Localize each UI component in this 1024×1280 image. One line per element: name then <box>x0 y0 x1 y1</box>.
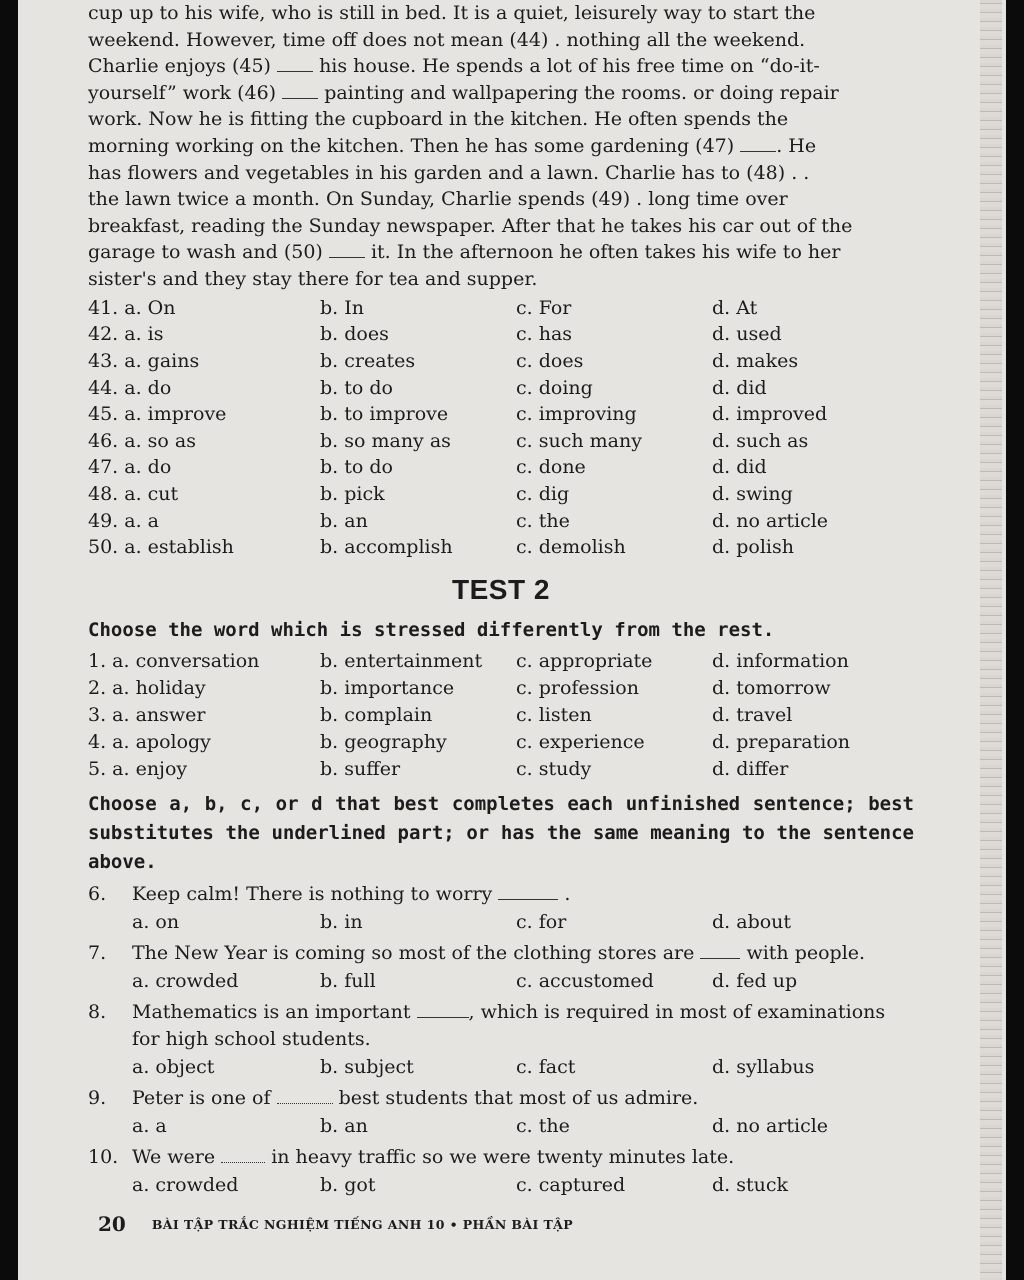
stress-items <box>88 647 914 782</box>
question-8: 8. Mathematics is an important , which is required in most of examinations for high school students. a. object b. subject c. fact d. syllabus <box>88 1001 886 1079</box>
passage-line: cup up to his wife, who is still in bed. It is a quiet, leisurely way to start the <box>88 2 816 24</box>
option-row: 47. a. do b. to do c. done d. did <box>88 456 767 479</box>
question-6: 6. Keep calm! There is nothing to worry . a. on b. in c. for d. about <box>88 883 792 934</box>
answer-blank <box>329 243 365 258</box>
answer-blank <box>498 885 558 900</box>
page-number: 20 <box>98 1212 126 1236</box>
stress-row: 2. a. holiday b. importance c. profession d. tomorrow <box>88 676 831 699</box>
stress-row: 1. a. conversation b. entertainment c. appropriate d. information <box>88 649 849 672</box>
page-footer <box>98 1212 573 1236</box>
answer-blank <box>700 944 740 959</box>
option-row: 42. a. is b. does c. has d. used <box>88 323 782 346</box>
passage-line: morning working on the kitchen. Then he has some gardening (47) . He <box>88 134 817 157</box>
reading-passage <box>88 0 914 293</box>
page-content <box>88 0 914 1199</box>
stress-row: 5. a. enjoy b. suffer c. study d. differ <box>88 757 789 780</box>
question-9: 9. Peter is one of best students that most of us admire. a. a b. an c. the d. no article <box>88 1087 829 1138</box>
option-row: 49. a. a b. an c. the d. no article <box>88 509 829 532</box>
answer-blank <box>277 1089 333 1104</box>
page-binding-edge <box>980 0 1002 1280</box>
option-row: 46. a. so as b. so many as c. such many d. such as <box>88 429 809 452</box>
question-7: 7. The New Year is coming so most of the clothing stores are with people. a. crowded b. full c. accustomed d. fed up <box>88 942 866 993</box>
passage-line: Charlie enjoys (45) his house. He spends a lot of his free time on “do-it- <box>88 55 820 78</box>
option-row: 48. a. cut b. pick c. dig d. swing <box>88 482 793 505</box>
option-row: 45. a. improve b. to improve c. improving d. improved <box>88 403 828 426</box>
passage-line: work. Now he is fitting the cupboard in the kitchen. He often spends the <box>88 108 789 131</box>
passage-line: yourself” work (46) painting and wallpapering the rooms. or doing repair <box>88 81 839 104</box>
option-row: 50. a. establish b. accomplish c. demolish d. polish <box>88 536 794 559</box>
book-title: BÀI TẬP TRẮC NGHIỆM TIẾNG ANH 10 • PHẦN BÀI TẬP <box>151 1216 574 1232</box>
answer-blank <box>282 84 318 99</box>
passage-line: sister's and they stay there for tea and supper. <box>88 267 538 290</box>
stress-row: 4. a. apology b. geography c. experience d. preparation <box>88 730 851 753</box>
passage-line: weekend. However, time off does not mean (44) . nothing all the weekend. <box>88 28 806 51</box>
option-row: 43. a. gains b. creates c. does d. makes <box>88 350 799 373</box>
passage-line: the lawn twice a month. On Sunday, Charlie spends (49) . long time over <box>88 188 788 211</box>
stress-row: 3. a. answer b. complain c. listen d. travel <box>88 703 793 726</box>
option-row: 44. a. do b. to do c. doing d. did <box>88 376 767 399</box>
answer-blank <box>740 137 776 152</box>
answer-blank <box>277 57 313 72</box>
passage-line: breakfast, reading the Sunday newspaper. After that he takes his car out of the <box>88 214 853 237</box>
test-title: TEST 2 <box>452 574 550 606</box>
passage-line: garage to wash and (50) it. In the afternoon he often takes his wife to her <box>88 241 841 264</box>
question-10: 10. We were in heavy traffic so we were twenty minutes late. a. crowded b. got c. captured d. stuck <box>88 1146 789 1197</box>
stress-instruction: Choose the word which is stressed differently from the rest. <box>88 619 775 642</box>
option-row: 41. a. On b. In c. For d. At <box>88 296 758 319</box>
answer-blank <box>221 1148 265 1163</box>
options-part1 <box>88 295 914 561</box>
mc-instruction: Choose a, b, c, or d that best completes each unfinished sentence; best substitutes the underlined part; or has the same meaning to the sentence above. <box>88 793 914 874</box>
answer-blank <box>417 1003 469 1018</box>
passage-line: has flowers and vegetables in his garden and a lawn. Charlie has to (48) . . <box>88 161 810 184</box>
